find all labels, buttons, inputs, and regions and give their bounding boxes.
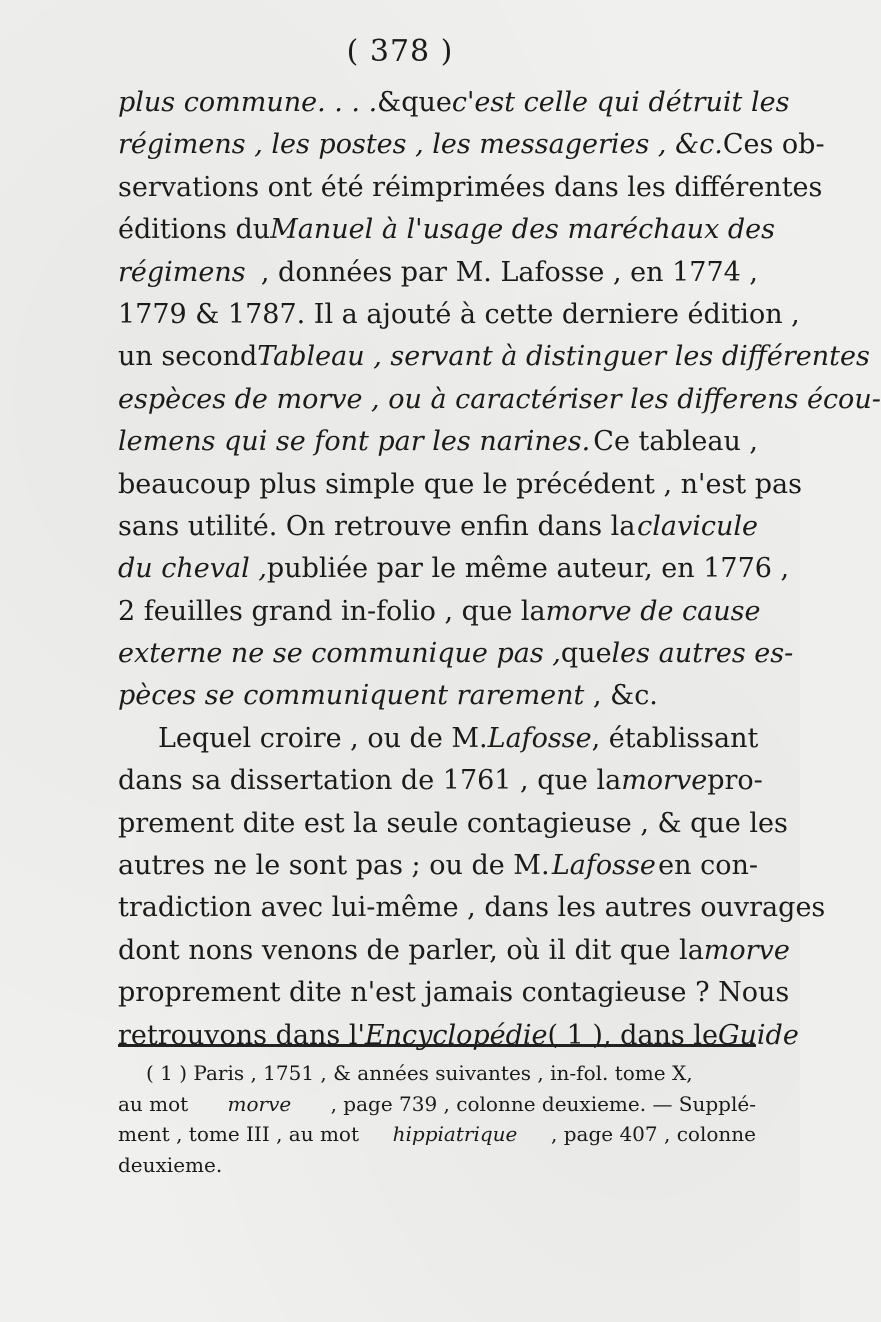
body-line bbox=[118, 803, 788, 845]
body-text: c'est celle qui détruit les bbox=[451, 87, 790, 118]
footnote-rule bbox=[118, 1044, 756, 1047]
body-line bbox=[118, 336, 870, 378]
body-line bbox=[118, 209, 775, 251]
body-text: Tableau , servant à distinguer les différentes bbox=[257, 341, 870, 373]
page-number: ( 378 ) bbox=[346, 34, 454, 69]
body-line bbox=[118, 591, 761, 633]
body-text: pro- bbox=[707, 765, 763, 797]
body-line bbox=[118, 379, 881, 421]
body-text: Ces ob- bbox=[722, 129, 825, 161]
footnote-text: hippiatrique bbox=[392, 1122, 518, 1146]
body-text: publiée par le même auteur, en 1776 , bbox=[266, 553, 790, 585]
body-text: plus commune. . . . bbox=[118, 87, 378, 118]
body-text: tradiction avec lui-même , dans les autres ouvrages bbox=[118, 892, 826, 924]
body-text: retrouvons dans l' bbox=[118, 1019, 365, 1051]
body-text: Encyclopédie bbox=[364, 1019, 548, 1051]
body-line bbox=[118, 633, 794, 675]
body-text: prement dite est la seule contagieuse , & que les bbox=[118, 807, 788, 839]
body-text: Manuel à l'usage des maréchaux des bbox=[270, 214, 775, 246]
body-text: pèces se communiquent rarement bbox=[118, 680, 585, 712]
body-text: ( 1 ), dans le bbox=[547, 1019, 718, 1051]
body-text: , établissant bbox=[591, 722, 759, 754]
body-text: régimens , les postes , les messageries , &c. bbox=[118, 129, 723, 161]
body-text: les autres es- bbox=[611, 638, 794, 670]
body-text: beaucoup plus simple que le précédent , n'est pas bbox=[118, 468, 802, 500]
body-line bbox=[118, 548, 790, 590]
body-text: 1779 & 1787. Il a ajouté à cette derniere édition , bbox=[118, 298, 800, 330]
body-text: sans utilité. On retrouve enfin dans la bbox=[118, 510, 636, 542]
footnote-text: ( 1 ) Paris , 1751 , & années suivantes , in-fol. tome X, bbox=[146, 1061, 693, 1085]
body-text: & bbox=[377, 87, 402, 118]
body-line bbox=[118, 506, 758, 548]
body-line bbox=[118, 675, 758, 717]
body-line bbox=[118, 167, 823, 209]
body-text: lemens qui se font par les narines. bbox=[118, 426, 591, 458]
body-text: morve bbox=[621, 765, 708, 797]
body-line bbox=[118, 1015, 799, 1057]
body-text: que bbox=[401, 87, 452, 118]
body-text: Ce tableau , bbox=[593, 426, 758, 458]
body-text: Lafosse bbox=[487, 722, 592, 754]
body-text: externe ne se communique pas , bbox=[118, 638, 561, 670]
body-text: clavicule bbox=[637, 510, 758, 542]
body-line bbox=[118, 421, 758, 463]
body-line bbox=[118, 464, 802, 506]
footnote-line bbox=[118, 1089, 756, 1120]
footnote-line bbox=[118, 1150, 756, 1181]
body-text: du cheval , bbox=[118, 553, 267, 585]
body-line bbox=[118, 845, 758, 887]
body-text: autres ne le sont pas ; ou de M. bbox=[118, 850, 550, 882]
body-text: Lafosse bbox=[551, 850, 656, 882]
body-text: Lequel croire , ou de M. bbox=[158, 722, 488, 754]
body-text: que bbox=[560, 638, 612, 670]
body-text: en con- bbox=[658, 850, 758, 882]
footnote-text: ment , tome III , au mot bbox=[118, 1122, 360, 1146]
body-text: Guide bbox=[717, 1019, 799, 1051]
footnote-line bbox=[118, 1119, 756, 1150]
body-line bbox=[118, 252, 758, 294]
body-text: servations ont été réimprimées dans les différentes bbox=[118, 171, 823, 203]
footnote-text: , page 739 , colonne deuxieme. — Supplé- bbox=[330, 1091, 756, 1116]
footnote-text: au mot bbox=[118, 1091, 189, 1116]
footnote-line bbox=[118, 1058, 756, 1089]
body-text: dont nons venons de parler, où il dit que la bbox=[118, 934, 704, 966]
body-text: morve bbox=[703, 934, 790, 966]
body-line bbox=[118, 82, 790, 124]
body-text: régimens bbox=[118, 256, 246, 288]
footnote-text: deuxieme. bbox=[118, 1152, 223, 1177]
body-line bbox=[118, 124, 825, 166]
body-line bbox=[118, 887, 826, 929]
body-line bbox=[118, 760, 763, 802]
body-text: dans sa dissertation de 1761 , que la bbox=[118, 765, 622, 797]
body-text: , &c. bbox=[584, 680, 658, 712]
body-line bbox=[118, 718, 758, 760]
body-text: proprement dite n'est jamais contagieuse ? Nous bbox=[118, 977, 790, 1009]
main-text bbox=[118, 82, 881, 1057]
footnote-text: , page 407 , colonne bbox=[551, 1122, 756, 1146]
body-line bbox=[118, 930, 790, 972]
footnote bbox=[118, 1058, 756, 1180]
body-line bbox=[118, 294, 800, 336]
body-text: , données par M. Lafosse , en 1774 , bbox=[260, 256, 758, 288]
body-text: espèces de morve , ou à caractériser les differens écou- bbox=[118, 383, 881, 415]
body-text: morve de cause bbox=[545, 595, 761, 627]
body-text: 2 feuilles grand in-folio , que la bbox=[118, 595, 546, 627]
body-text: éditions du bbox=[118, 214, 271, 246]
body-text: un second bbox=[118, 341, 258, 373]
body-line bbox=[118, 972, 790, 1014]
footnote-text: morve bbox=[227, 1091, 292, 1116]
